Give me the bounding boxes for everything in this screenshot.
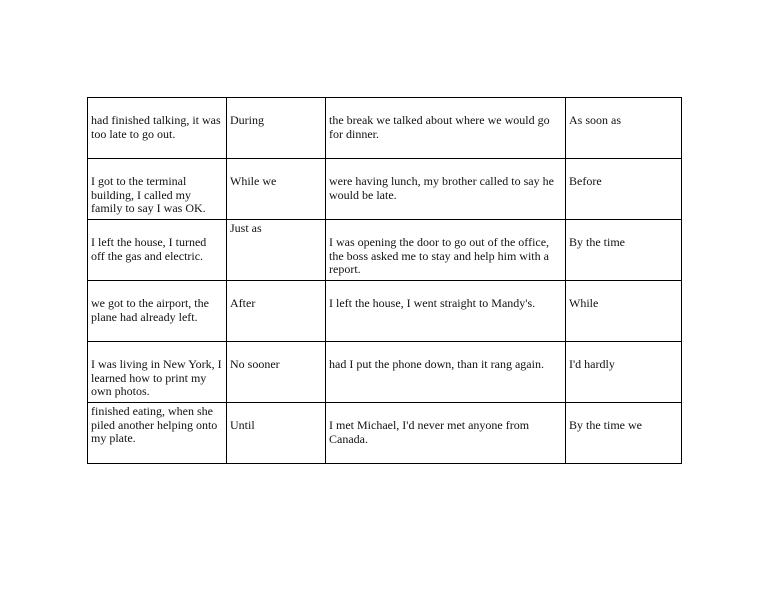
clause-end-cell — [88, 403, 227, 464]
connector-cell — [227, 220, 326, 281]
connector-cell — [566, 98, 682, 159]
connector-cell — [227, 98, 326, 159]
cell-text: I was opening the door to go out of the office, the boss asked me to stay and help him with a report. — [329, 235, 550, 276]
connector-cell — [227, 159, 326, 220]
cell-text: I left the house, I went straight to Mandy's. — [329, 296, 536, 310]
clause-end-cell — [88, 159, 227, 220]
clause-end-cell — [88, 342, 227, 403]
cell-text: we got to the airport, the plane had already left. — [91, 296, 209, 324]
sentence-matching-table — [87, 97, 682, 464]
cell-text: While — [569, 296, 599, 310]
cell-text: were having lunch, my brother called to say he would be late. — [329, 174, 554, 202]
cell-text: had finished talking, it was too late to go out. — [91, 113, 221, 141]
clause-start-cell — [326, 281, 566, 342]
clause-start-cell — [326, 98, 566, 159]
clause-end-cell — [88, 98, 227, 159]
cell-text: No sooner — [230, 357, 280, 371]
cell-text: Until — [230, 418, 255, 432]
connector-cell — [227, 403, 326, 464]
cell-text: finished eating, when she piled another helping onto my plate. — [91, 404, 218, 445]
cell-text: By the time we — [569, 418, 642, 432]
table-body — [88, 98, 682, 464]
cell-text: I'd hardly — [569, 357, 615, 371]
clause-end-cell — [88, 281, 227, 342]
cell-text: Just as — [230, 221, 262, 235]
cell-text: After — [230, 296, 256, 310]
table-row — [88, 342, 682, 403]
connector-cell — [227, 281, 326, 342]
table-row — [88, 403, 682, 464]
cell-text: had I put the phone down, than it rang again. — [329, 357, 544, 371]
cell-text: As soon as — [569, 113, 622, 127]
cell-text: Before — [569, 174, 602, 188]
cell-text: I was living in New York, I learned how to print my own photos. — [91, 357, 222, 398]
table-row — [88, 220, 682, 281]
cell-text: During — [230, 113, 264, 127]
cell-text: I left the house, I turned off the gas and electric. — [91, 235, 207, 263]
clause-end-cell — [88, 220, 227, 281]
cell-text: the break we talked about where we would go for dinner. — [329, 113, 550, 141]
connector-cell — [566, 403, 682, 464]
connector-cell — [227, 342, 326, 403]
clause-start-cell — [326, 159, 566, 220]
connector-cell — [566, 342, 682, 403]
clause-start-cell — [326, 403, 566, 464]
cell-text: By the time — [569, 235, 625, 249]
clause-start-cell — [326, 342, 566, 403]
table-row — [88, 281, 682, 342]
connector-cell — [566, 281, 682, 342]
table-row — [88, 98, 682, 159]
clause-start-cell — [326, 220, 566, 281]
cell-text: I met Michael, I'd never met anyone from Canada. — [329, 418, 530, 446]
cell-text: I got to the terminal building, I called my family to say I was OK. — [91, 174, 206, 215]
connector-cell — [566, 159, 682, 220]
table-row — [88, 159, 682, 220]
cell-text: While we — [230, 174, 277, 188]
connector-cell — [566, 220, 682, 281]
